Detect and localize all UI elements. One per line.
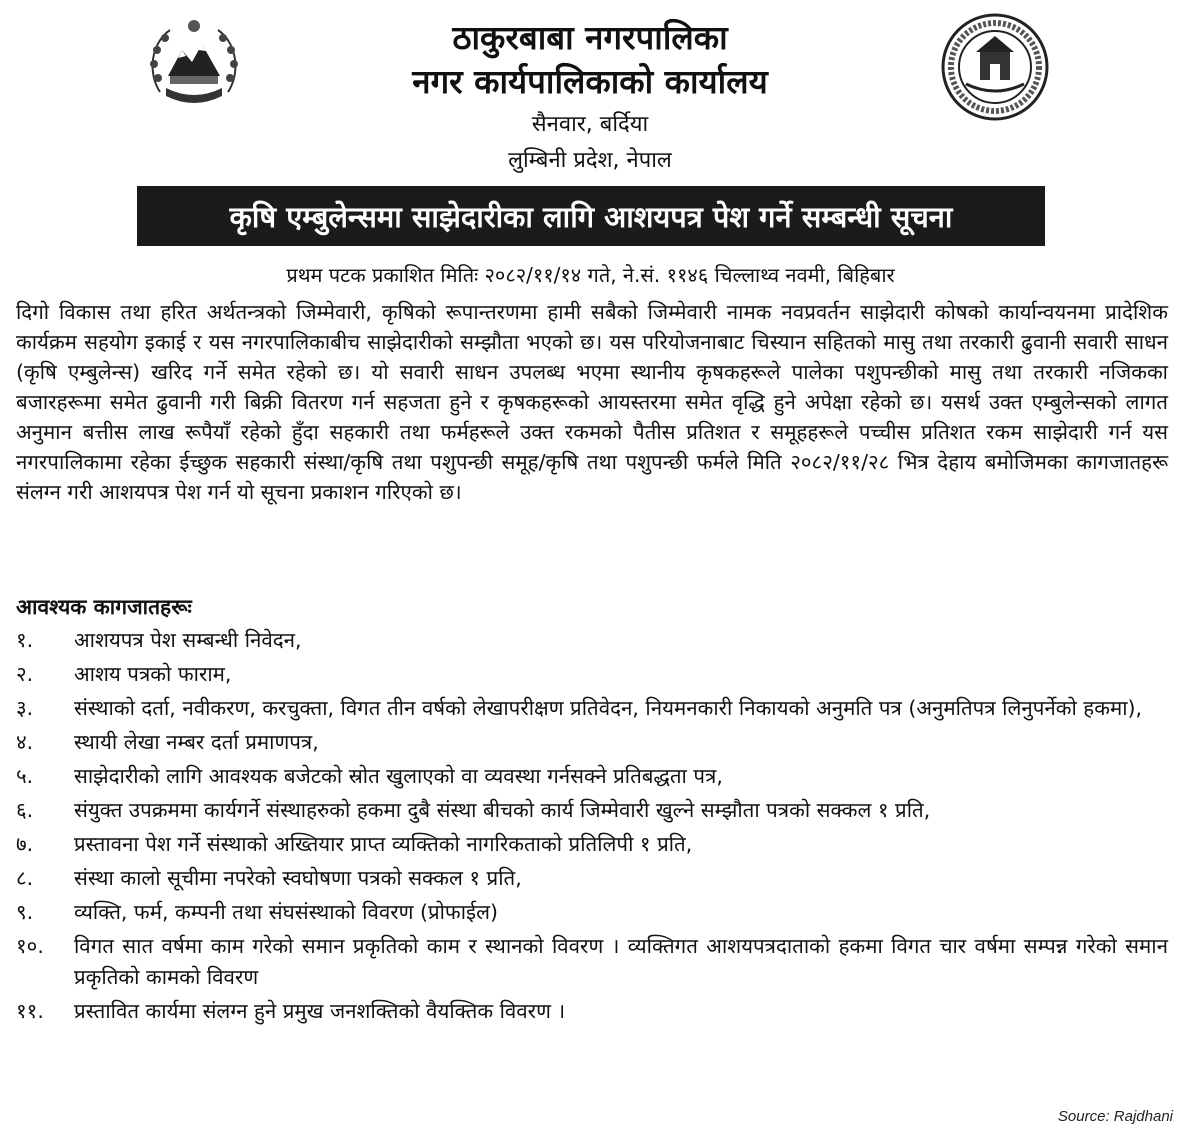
government-emblem-icon: [140, 14, 248, 114]
item-number: ११.: [16, 999, 44, 1023]
item-text: प्रस्तावना पेश गर्ने संस्थाको अख्तियार प्राप्त व्यक्तिको नागरिकताको प्रतिलिपी १ प्रति,: [74, 832, 693, 856]
item-text: संयुक्त उपक्रममा कार्यगर्ने संस्थाहरुको हकमा दुबै संस्था बीचको कार्य जिम्मेवारी खुल्ने सम्झौता पत्रको सक्कल १ प्रति,: [74, 798, 931, 822]
published-date: प्रथम पटक प्रकाशित मितिः २०८२/११/१४ गते, ने.सं. ११४६ चिल्लाथ्व नवमी, बिहिबार: [286, 263, 895, 287]
item-number: १०.: [16, 934, 44, 958]
list-item: [16, 863, 1168, 894]
office-address: सैनवार, बर्दिया: [531, 112, 649, 137]
item-number: ६.: [16, 798, 34, 822]
municipality-seal-icon: [940, 12, 1050, 122]
list-item: [16, 693, 1168, 724]
item-number: ९.: [16, 900, 34, 924]
item-number: ५.: [16, 764, 34, 788]
item-number: ३.: [16, 696, 34, 720]
list-item: [16, 659, 1168, 690]
item-text: आशय पत्रको फाराम,: [74, 662, 232, 686]
notice-title: कृषि एम्बुलेन्समा साझेदारीका लागि आशयपत्र पेश गर्ने सम्बन्धी सूचना: [229, 199, 953, 234]
requirements-heading: आवश्यक कागजातहरूः: [16, 595, 192, 619]
item-number: १.: [16, 628, 34, 652]
list-item: [16, 761, 1168, 792]
item-number: ४.: [16, 730, 34, 754]
list-item: [16, 996, 1168, 1027]
notice-banner: [137, 186, 1045, 246]
notice-body: दिगो विकास तथा हरित अर्थतन्त्रको जिम्मेवारी, कृषिको रूपान्तरणमा हामी सबैको जिम्मेवारी नामक नवप्रवर्तन साझेदारी कोषको कार्यान्वयनमा प्रादेशिक कार्यक्रम सहयोग इकाई र यस नगरपालिकाबीच साझेदारीको सम्झौता भएको छ। यस परियोजनाबाट चिस्यान सहितको मासु तथा तरकारी ढुवानी सवारी साधन (कृषि एम्बुलेन्स) खरिद गर्ने समेत रहेको छ। यो सवारी साधन उपलब्ध भएमा स्थानीय कृषकहरूले पालेका पशुपन्छीको मासु तथा तरकारी नजिकका बजारहरूमा समेत ढुवानी गरी बिक्री वितरण गर्न सहजता हुने र कृषकहरूको आयस्तरमा समेत वृद्धि हुने अपेक्षा रहेको छ। यसर्थ उक्त एम्बुलेन्सको लागत अनुमान बत्तीस लाख रूपैयाँ रहेको हुँदा सहकारी तथा फर्महरूले उक्त रकमको पैतीस प्रतिशत र समूहहरूले पच्चीस प्रतिशत रकम साझेदारी गर्न यस नगरपालिकामा रहेका ईच्छुक सहकारी संस्था/कृषि तथा पशुपन्छी समूह/कृषि तथा पशुपन्छी फर्मले मिति २०८२/११/२८ भित्र देहाय बमोजिमका कागजातहरू संलग्न गरी आशयपत्र पेश गर्न यो सूचना प्रकाशन गरिएको छ।: [16, 300, 1168, 504]
list-item: [16, 795, 1168, 826]
item-number: २.: [16, 662, 34, 686]
office-province: लुम्बिनी प्रदेश, नेपाल: [508, 148, 672, 173]
office-title: ठाकुरबाबा नगरपालिका: [452, 18, 728, 57]
item-number: ७.: [16, 832, 34, 856]
item-text: प्रस्तावित कार्यमा संलग्न हुने प्रमुख जनशक्तिको वैयक्तिक विवरण ।: [74, 999, 566, 1023]
list-item: [16, 625, 1168, 656]
item-text: स्थायी लेखा नम्बर दर्ता प्रमाणपत्र,: [74, 730, 319, 754]
item-text: व्यक्ति, फर्म, कम्पनी तथा संघसंस्थाको विवरण (प्रोफाईल): [74, 900, 499, 924]
list-item: [16, 727, 1168, 758]
item-text: आशयपत्र पेश सम्बन्धी निवेदन,: [74, 628, 302, 652]
list-item: [16, 897, 1168, 928]
item-text: विगत सात वर्षमा काम गरेको समान प्रकृतिको काम र स्थानको विवरण । व्यक्तिगत आशयपत्रदाताको हकमा विगत चार वर्षमा सम्पन्न गरेको समान प्रकृतिको कामको विवरण: [74, 934, 1168, 989]
requirements-list: [16, 625, 1168, 1030]
item-text: संस्था कालो सूचीमा नपरेको स्वघोषणा पत्रको सक्कल १ प्रति,: [74, 866, 522, 890]
item-text: साझेदारीको लागि आवश्यक बजेटको स्रोत खुलाएको वा व्यवस्था गर्नसक्ने प्रतिबद्धता पत्र,: [74, 764, 723, 788]
list-item: [16, 829, 1168, 860]
item-number: ८.: [16, 866, 34, 890]
item-text: संस्थाको दर्ता, नवीकरण, करचुक्ता, विगत तीन वर्षको लेखापरीक्षण प्रतिवेदन, नियमनकारी निकायको अनुमति पत्र (अनुमतिपत्र लिनुपर्नेको हकमा),: [74, 696, 1143, 720]
office-subtitle: नगर कार्यपालिकाको कार्यालय: [412, 62, 768, 101]
list-item: [16, 931, 1168, 993]
source-credit: Source: Rajdhani: [1057, 1108, 1173, 1125]
